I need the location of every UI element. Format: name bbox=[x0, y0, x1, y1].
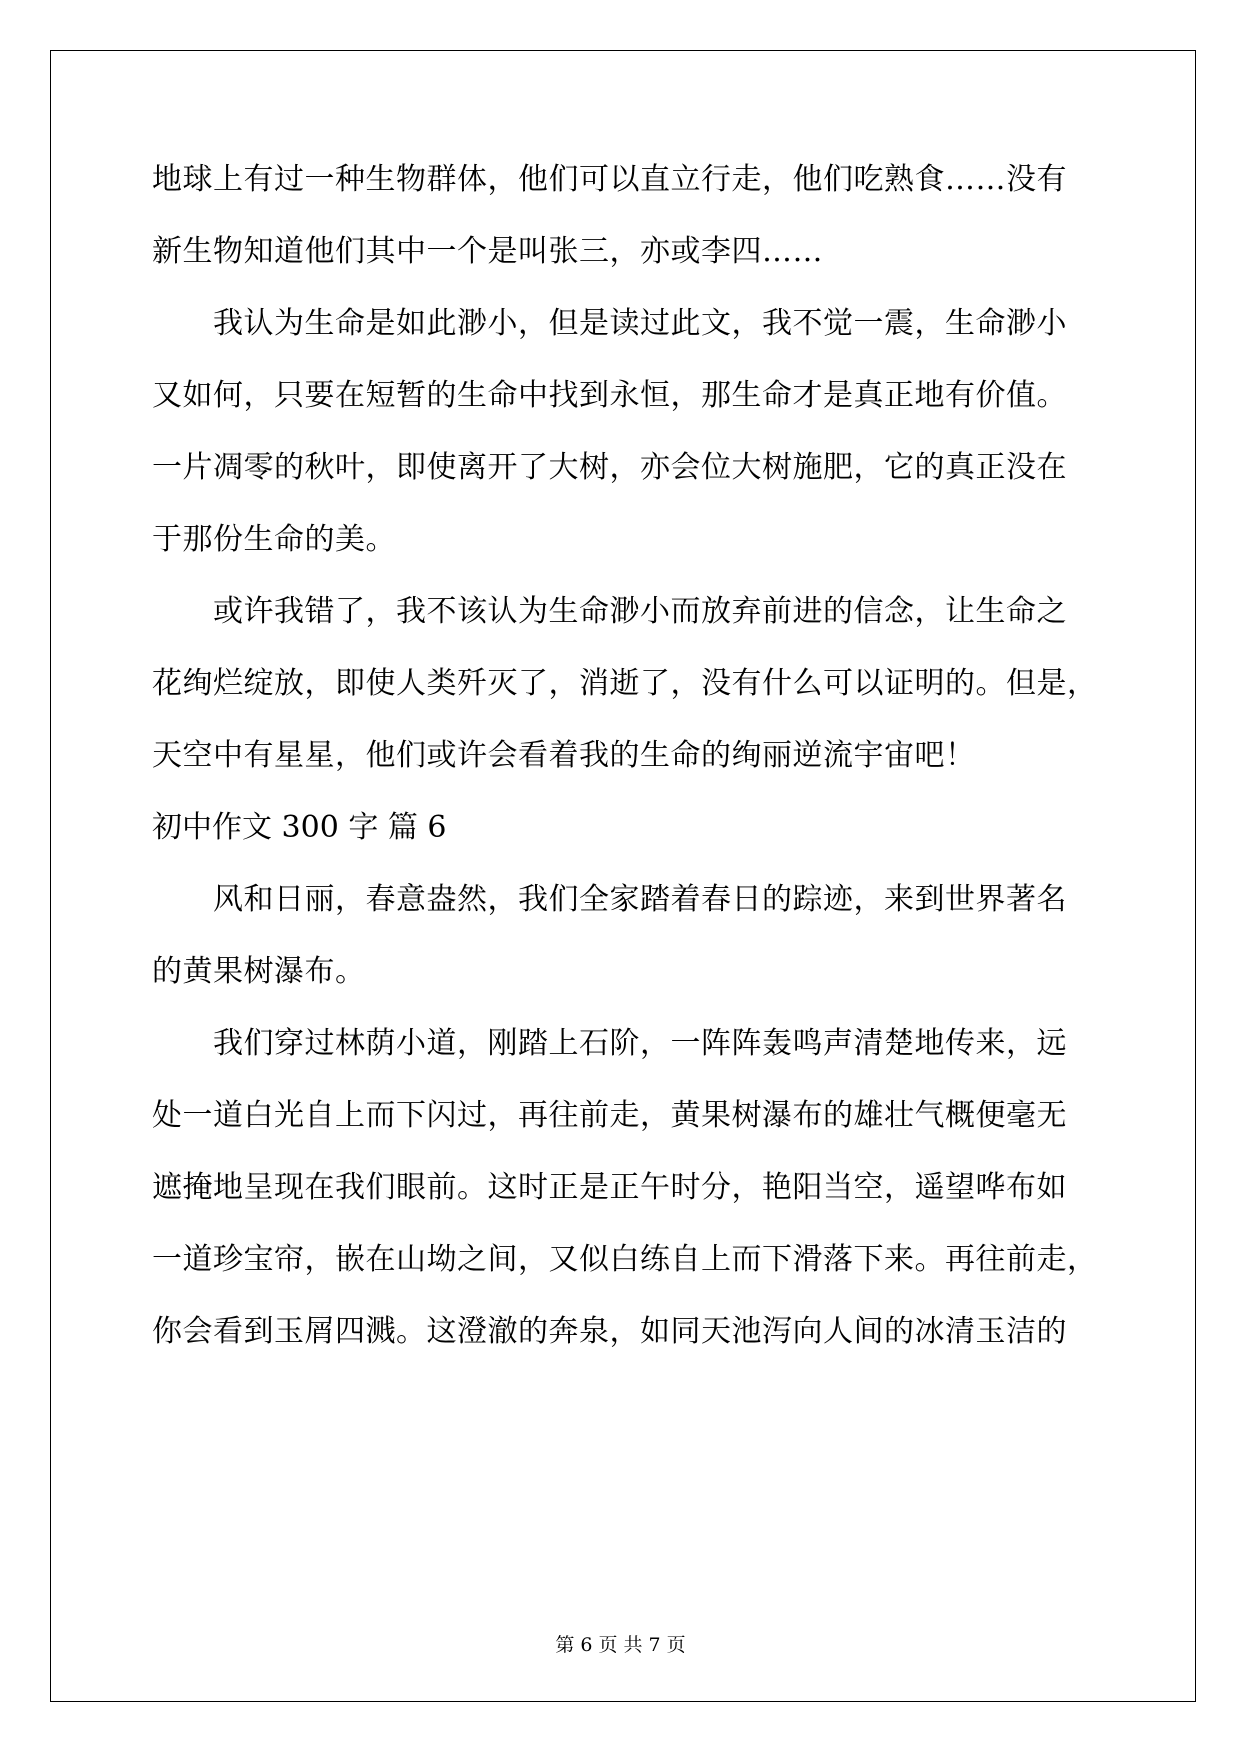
text-line: 于那份生命的美。 bbox=[152, 522, 396, 557]
text-line: 的黄果树瀑布。 bbox=[152, 954, 366, 989]
text-line: 一片凋零的秋叶，即使离开了大树，亦会位大树施肥，它的真正没在 bbox=[152, 450, 1067, 485]
paragraph-start: 我认为生命是如此渺小，但是读过此文，我不觉一震，生命渺小 bbox=[152, 306, 1067, 341]
paragraph-start: 我们穿过林荫小道，刚踏上石阶，一阵阵轰鸣声清楚地传来，远 bbox=[152, 1026, 1067, 1061]
text-line: 一道珍宝帘，嵌在山坳之间，又似白练自上而下滑落下来。再往前走， bbox=[152, 1242, 1098, 1277]
text-line: 花绚烂绽放，即使人类歼灭了，消逝了，没有什么可以证明的。但是， bbox=[152, 666, 1098, 701]
text-line: 新生物知道他们其中一个是叫张三，亦或李四…… bbox=[152, 234, 823, 269]
text-line: 处一道白光自上而下闪过，再往前走，黄果树瀑布的雄壮气概便毫无 bbox=[152, 1098, 1067, 1133]
section-heading: 初中作文 300 字 篇 6 bbox=[152, 810, 447, 845]
paragraph-start: 风和日丽，春意盎然，我们全家踏着春日的踪迹，来到世界著名 bbox=[152, 882, 1067, 917]
text-line: 地球上有过一种生物群体，他们可以直立行走，他们吃熟食……没有 bbox=[152, 162, 1067, 197]
text-line: 天空中有星星，他们或许会看着我的生命的绚丽逆流宇宙吧！ bbox=[152, 738, 976, 773]
text-line: 又如何，只要在短暂的生命中找到永恒，那生命才是真正地有价值。 bbox=[152, 378, 1067, 413]
text-line: 遮掩地呈现在我们眼前。这时正是正午时分，艳阳当空，遥望哗布如 bbox=[152, 1170, 1067, 1205]
paragraph-start: 或许我错了，我不该认为生命渺小而放弃前进的信念，让生命之 bbox=[152, 594, 1067, 629]
page-footer: 第 6 页 共 7 页 bbox=[555, 1634, 686, 1656]
text-line: 你会看到玉屑四溅。这澄澈的奔泉，如同天池泻向人间的冰清玉洁的 bbox=[152, 1314, 1067, 1349]
